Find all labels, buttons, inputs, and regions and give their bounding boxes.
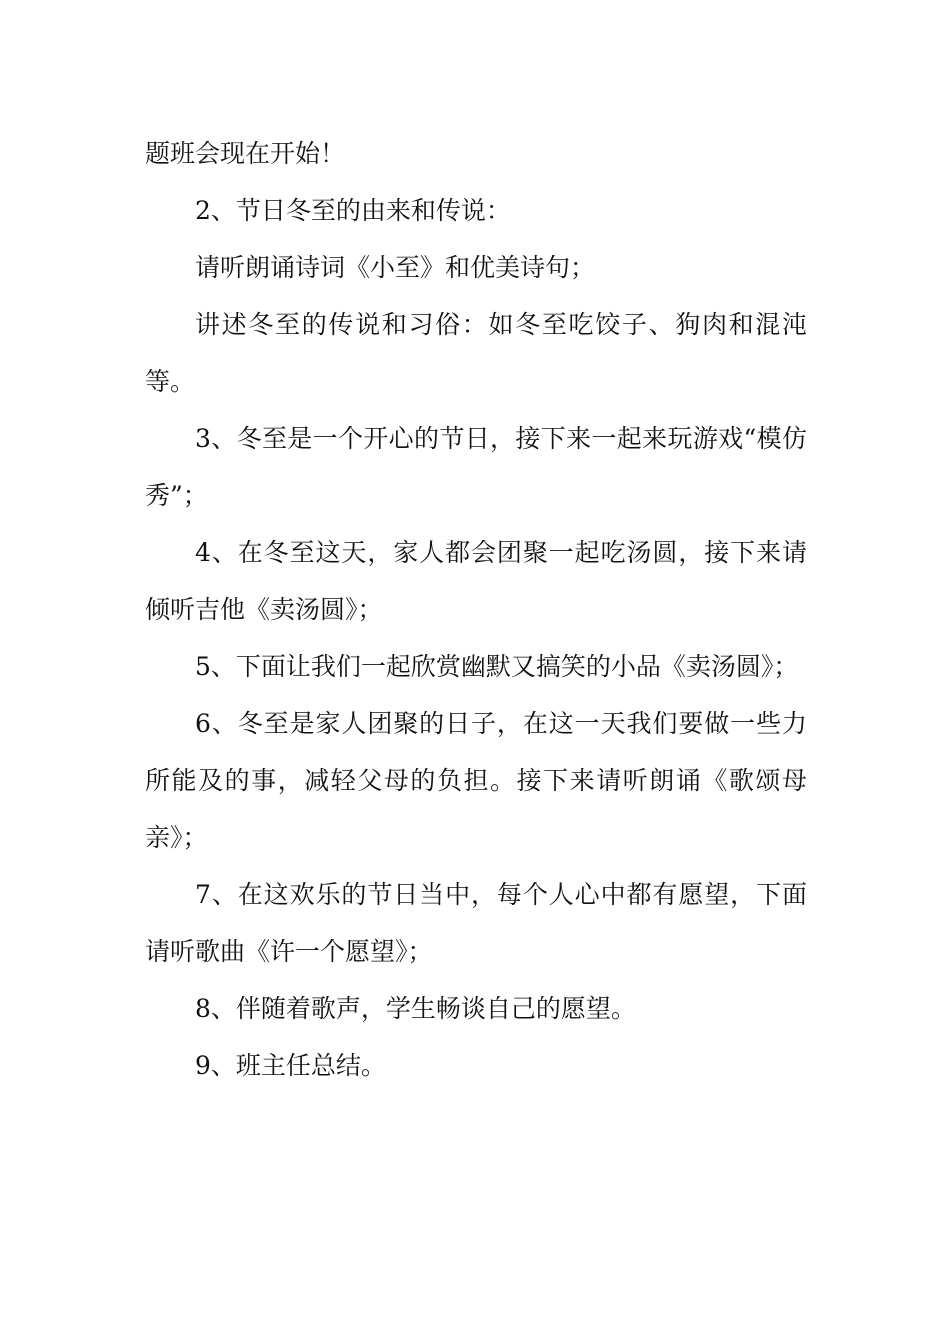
paragraph-item-4: 4、在冬至这天，家人都会团聚一起吃汤圆，接下来请倾听吉他《卖汤圆》； [145,538,807,624]
paragraph-item-6: 6、冬至是家人团聚的日子，在这一天我们要做一些力所能及的事，减轻父母的负担。接下来请听朗诵《歌颂母亲》； [145,709,807,852]
document-body [145,125,807,1094]
paragraph-item-3: 3、冬至是一个开心的节日，接下来一起来玩游戏“模仿秀”； [145,424,807,510]
paragraph-item-2: 2、节日冬至的由来和传说： [195,196,511,225]
paragraph-item-8: 8、伴随着歌声，学生畅谈自己的愿望。 [195,994,636,1023]
paragraph-item-9: 9、班主任总结。 [195,1051,386,1080]
paragraph-customs: 讲述冬至的传说和习俗：如冬至吃饺子、狗肉和混沌等。 [145,310,807,396]
paragraph-poem-recital: 请听朗诵诗词《小至》和优美诗句； [195,253,596,282]
paragraph-intro-end: 题班会现在开始！ [145,139,346,168]
paragraph-item-5: 5、下面让我们一起欣赏幽默又搞笑的小品《卖汤圆》； [195,652,799,681]
paragraph-item-7: 7、在这欢乐的节日当中，每个人心中都有愿望，下面请听歌曲《许一个愿望》； [145,880,807,966]
